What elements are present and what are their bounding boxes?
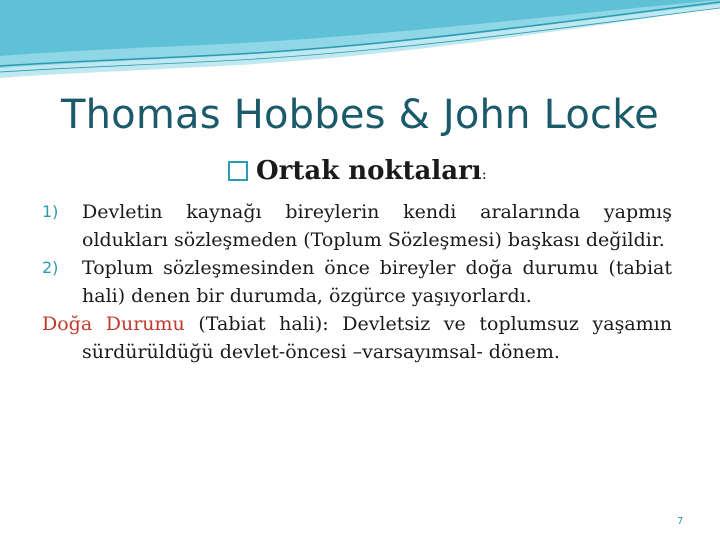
list-item bbox=[42, 254, 672, 310]
slide-body bbox=[42, 198, 672, 366]
item-text: Devletin kaynağı bireylerin kendi aralarında yapmış oldukları sözleşmeden (Toplum Sözleşmesi) başkası değildir. bbox=[82, 201, 672, 251]
slide-title: Thomas Hobbes & John Locke bbox=[61, 92, 659, 138]
definition-paragraph bbox=[42, 310, 672, 366]
header-wave-decoration bbox=[0, 0, 720, 90]
subheading bbox=[228, 156, 487, 186]
item-number: 2) bbox=[42, 258, 59, 277]
page-number: 7 bbox=[677, 516, 684, 527]
checkbox-bullet-icon bbox=[228, 161, 248, 181]
list-item bbox=[42, 198, 672, 254]
subheading-colon: : bbox=[481, 165, 487, 183]
definition-text: (Tabiat hali): Devletsiz ve toplumsuz yaşamın sürdürüldüğü devlet-öncesi –varsayımsal- dönem. bbox=[82, 313, 672, 363]
item-text: Toplum sözleşmesinden önce bireyler doğa durumu (tabiat hali) denen bir durumda, özgürce yaşıyorlardı. bbox=[82, 257, 672, 307]
subheading-text: Ortak noktaları bbox=[256, 156, 482, 186]
definition-term: Doğa Durumu bbox=[42, 313, 185, 335]
item-number: 1) bbox=[42, 202, 59, 221]
